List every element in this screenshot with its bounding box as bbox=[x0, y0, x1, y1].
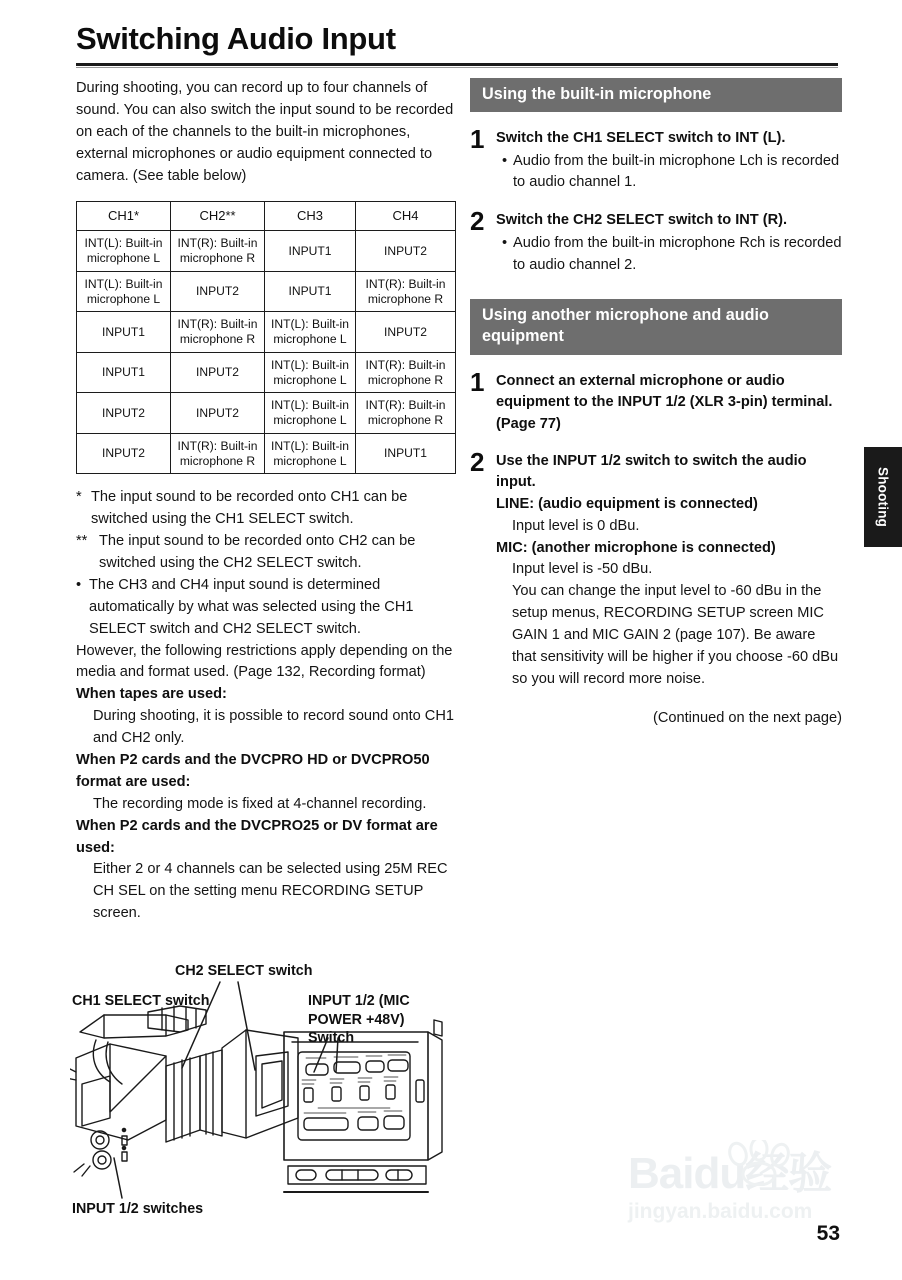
section-band-builtin-mic: Using the built-in microphone bbox=[470, 78, 842, 112]
p2-hd-body: The recording mode is fixed at 4-channel recording. bbox=[93, 795, 427, 812]
line-option-heading: LINE: (audio equipment is connected) bbox=[496, 495, 758, 512]
watermark-sub: jingyan.baidu.com bbox=[628, 1200, 813, 1223]
table-cell: INPUT2 bbox=[77, 393, 171, 434]
table-header-cell: CH3 bbox=[265, 202, 356, 231]
note-text: The input sound to be recorded onto CH2 can be switched using the CH2 SELECT switch. bbox=[99, 533, 416, 571]
table-header-cell: CH4 bbox=[356, 202, 456, 231]
left-column bbox=[76, 78, 456, 925]
table-header-row bbox=[77, 202, 456, 231]
figure-label-ch1-select: CH1 SELECT switch bbox=[72, 993, 210, 1009]
table-cell: INPUT2 bbox=[77, 433, 171, 474]
table-row bbox=[77, 352, 456, 393]
step-2-another bbox=[470, 446, 842, 691]
table-cell: INPUT2 bbox=[356, 312, 456, 353]
p2-hd-heading: When P2 cards and the DVCPRO HD or DVCPRO50 format are used: bbox=[76, 752, 430, 790]
table-cell: INPUT2 bbox=[171, 271, 265, 312]
page-number: 53 bbox=[816, 1222, 840, 1245]
step-lead: Switch the CH2 SELECT switch to INT (R). bbox=[496, 212, 788, 229]
table-row bbox=[77, 433, 456, 474]
note-double-star bbox=[76, 531, 456, 575]
table-cell: INPUT2 bbox=[356, 231, 456, 272]
figure-label-ch2-select: CH2 SELECT switch bbox=[175, 963, 313, 979]
tapes-body: During shooting, it is possible to record sound onto CH1 and CH2 only. bbox=[93, 708, 454, 747]
step-bullet bbox=[496, 233, 842, 277]
step-1-another bbox=[470, 366, 842, 435]
table-cell: INPUT2 bbox=[171, 352, 265, 393]
bullet-icon: • bbox=[501, 234, 508, 251]
page-title-block bbox=[76, 22, 836, 57]
step-number: 1 bbox=[470, 124, 485, 155]
watermark-main: Baidu经验 bbox=[628, 1149, 832, 1198]
table-row bbox=[77, 231, 456, 272]
camera-figure bbox=[70, 960, 470, 1230]
step-lead: Use the INPUT 1/2 switch to switch the audio input. bbox=[496, 452, 807, 491]
table-row bbox=[77, 393, 456, 434]
control-panel-closeup bbox=[284, 1020, 442, 1192]
figure-label-input-power: INPUT 1/2 (MIC POWER +48V) Switch bbox=[308, 993, 410, 1047]
table-cell: INPUT1 bbox=[77, 352, 171, 393]
camcorder-body bbox=[70, 1006, 298, 1176]
page-title: Switching Audio Input bbox=[76, 21, 396, 56]
step-bullet-text: Audio from the built-in microphone Lch is recorded to audio channel 1. bbox=[513, 152, 840, 191]
table-cell: INPUT2 bbox=[171, 393, 265, 434]
table-cell: INPUT1 bbox=[265, 271, 356, 312]
step-lead: Connect an external microphone or audio equipment to the INPUT 1/2 (XLR 3-pin) terminal. (Page 77) bbox=[496, 372, 833, 432]
table-header-cell: CH1* bbox=[77, 202, 171, 231]
table-cell: INT(R): Built-in microphone R bbox=[171, 312, 265, 353]
note-marker: ** bbox=[76, 533, 88, 550]
table-cell: INPUT1 bbox=[77, 312, 171, 353]
note-text: The CH3 and CH4 input sound is determined automatically by what was selected using the CH1 SELECT switch and CH2 SELECT switch. bbox=[89, 576, 414, 637]
line-option-body: Input level is 0 dBu. bbox=[512, 517, 640, 534]
note-marker: * bbox=[76, 489, 82, 506]
table-cell: INT(R): Built-in microphone R bbox=[356, 393, 456, 434]
title-rule-thin bbox=[76, 67, 838, 68]
table-row bbox=[77, 271, 456, 312]
restrictions-intro: However, the following restrictions apply depending on the media and format used. (Page 132, Recording format) bbox=[76, 642, 453, 681]
note-text: The input sound to be recorded onto CH1 can be switched using the CH1 SELECT switch. bbox=[91, 489, 408, 528]
p2-dv-body: Either 2 or 4 channels can be selected using 25M REC CH SEL on the setting menu RECORDING SETUP screen. bbox=[93, 861, 448, 922]
table-cell: INT(R): Built-in microphone R bbox=[171, 231, 265, 272]
step-bullet bbox=[496, 151, 842, 195]
table-cell: INT(L): Built-in microphone L bbox=[265, 393, 356, 434]
table-cell: INT(R): Built-in microphone R bbox=[356, 352, 456, 393]
mic-option-heading: MIC: (another microphone is connected) bbox=[496, 539, 776, 556]
step-2-builtin bbox=[470, 206, 842, 276]
side-tab-label: Shooting bbox=[875, 466, 891, 528]
section-band-another-mic: Using another microphone and audio equipment bbox=[470, 299, 842, 355]
right-column bbox=[470, 78, 842, 730]
table-cell: INT(L): Built-in microphone L bbox=[77, 271, 171, 312]
table-cell: INT(L): Built-in microphone L bbox=[265, 352, 356, 393]
title-rule-thick bbox=[76, 63, 838, 66]
mic-option-body-1: Input level is -50 dBu. bbox=[512, 561, 653, 578]
mic-option-body-2: You can change the input level to -60 dBu in the setup menus, RECORDING SETUP screen MIC GAIN 1 and MIC GAIN 2 (page 107). Be aware that sensitivity will be higher if you choose -60 dBu so you will record more noise. bbox=[512, 583, 839, 687]
step-number: 2 bbox=[470, 446, 485, 477]
step-number: 2 bbox=[470, 206, 485, 237]
channel-assignment-table bbox=[76, 201, 456, 474]
table-cell: INT(L): Built-in microphone L bbox=[265, 312, 356, 353]
step-body bbox=[496, 128, 842, 194]
table-cell: INT(L): Built-in microphone L bbox=[77, 231, 171, 272]
note-single-star bbox=[76, 487, 456, 531]
note-bullet bbox=[76, 575, 456, 641]
step-body bbox=[496, 371, 842, 435]
title-rule bbox=[76, 63, 838, 68]
bullet-icon: • bbox=[501, 152, 508, 169]
step-lead: Switch the CH1 SELECT switch to INT (L). bbox=[496, 130, 786, 147]
section-gap bbox=[470, 277, 842, 299]
continued-note: (Continued on the next page) bbox=[652, 709, 842, 726]
step-body bbox=[496, 210, 842, 276]
table-notes bbox=[76, 487, 456, 925]
step-body bbox=[496, 451, 842, 691]
bullet-icon: • bbox=[76, 576, 82, 593]
table-cell: INT(L): Built-in microphone L bbox=[265, 433, 356, 474]
paw-print-icon bbox=[724, 1140, 798, 1186]
table-cell: INPUT1 bbox=[356, 433, 456, 474]
step-1-builtin bbox=[470, 124, 842, 194]
step-number: 1 bbox=[470, 366, 485, 397]
figure-label-input-switches: INPUT 1/2 switches bbox=[72, 1201, 204, 1217]
step-bullet-text: Audio from the built-in microphone Rch is recorded to audio channel 2. bbox=[513, 234, 842, 273]
table-cell: INT(R): Built-in microphone R bbox=[171, 433, 265, 474]
camera-illustration bbox=[70, 960, 470, 1230]
table-cell: INT(R): Built-in microphone R bbox=[356, 271, 456, 312]
table-row bbox=[77, 312, 456, 353]
table-header-cell: CH2** bbox=[171, 202, 265, 231]
p2-dv-heading: When P2 cards and the DVCPRO25 or DV format are used: bbox=[76, 817, 438, 856]
tapes-heading: When tapes are used: bbox=[76, 686, 227, 703]
table-cell: INPUT1 bbox=[265, 231, 356, 272]
intro-paragraph: During shooting, you can record up to four channels of sound. You can also switch the input sound to be recorded on each of the channels to the built-in microphones, external microphones or audio equipment connected to camera. (See table below) bbox=[76, 80, 454, 184]
side-tab-shooting bbox=[864, 447, 902, 547]
